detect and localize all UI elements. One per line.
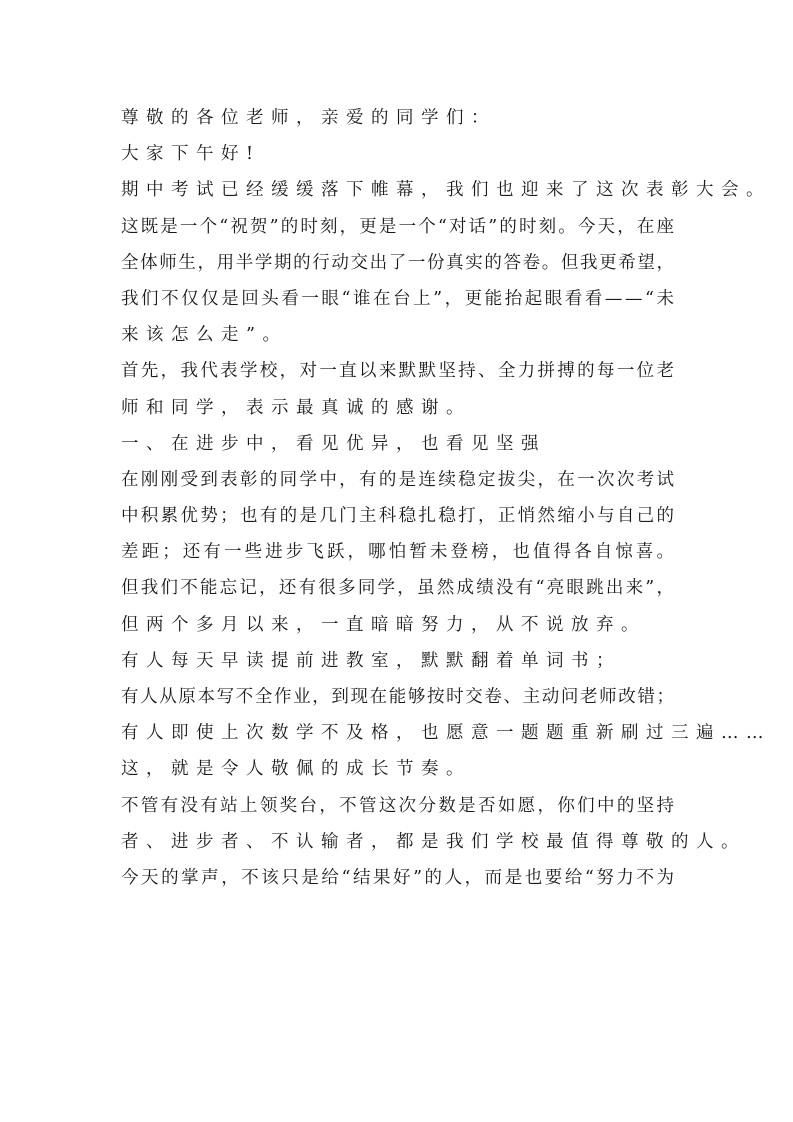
paragraph-line: 有人从原本写不全作业，到现在能够按时交卷、主动问老师改错； — [121, 687, 676, 707]
paragraph-line: 今天的掌声，不该只是给“结果好”的人，而是也要给“努力不为 — [121, 867, 677, 888]
document-page — [121, 100, 771, 896]
paragraph-line: 师和同学，表示最真诚的感谢。 — [121, 397, 471, 418]
paragraph-line: 我们不仅仅是回头看一眼“谁在台上”，更能抬起眼看看——“未 — [121, 288, 677, 309]
paragraph-line: 者、进步者、不认输者，都是我们学校最值得尊敬的人。 — [121, 831, 746, 852]
paragraph-line: 差距；还有一些进步飞跃，哪怕暂未登榜，也值得各自惊喜。 — [121, 542, 678, 563]
paragraph-line: 在刚刚受到表彰的同学中，有的是连续稳定拔尖，在一次次考试 — [121, 469, 677, 490]
paragraph-line: 中积累优势；也有的是几门主科稳扎稳打，正悄然缩小与自己的 — [121, 506, 677, 527]
paragraph-line: 有人即使上次数学不及格，也愿意一题题重新刷过三遍…… — [121, 723, 771, 744]
paragraph-line: 来该怎么走”。 — [121, 325, 288, 346]
paragraph-line: 但两个多月以来，一直暗暗努力，从不说放弃。 — [121, 614, 646, 635]
paragraph-line: 但我们不能忘记，还有很多同学，虽然成绩没有“亮眼跳出来”， — [121, 578, 677, 599]
paragraph-line: 期中考试已经缓缓落下帷幕，我们也迎来了这次表彰大会。 — [121, 180, 771, 201]
paragraph-line: 首先，我代表学校，对一直以来默默坚持、全力拼搏的每一位老 — [121, 361, 677, 382]
section-heading: 一、在进步中，看见优异，也看见坚强 — [121, 433, 546, 454]
paragraph-line: 有人每天早读提前进教室，默默翻着单词书； — [121, 650, 621, 671]
greeting: 大家下午好! — [121, 144, 261, 165]
paragraph-line: 这，就是令人敬佩的成长节奏。 — [121, 759, 471, 780]
paragraph-line: 不管有没有站上领奖台，不管这次分数是否如愿，你们中的坚持 — [121, 795, 677, 816]
salutation: 尊敬的各位老师，亲爱的同学们： — [121, 108, 496, 128]
paragraph-line: 全体师生，用半学期的行动交出了一份真实的答卷。但我更希望， — [121, 252, 676, 273]
paragraph-line: 这既是一个“祝贺”的时刻，更是一个“对话”的时刻。今天，在座 — [121, 216, 677, 237]
